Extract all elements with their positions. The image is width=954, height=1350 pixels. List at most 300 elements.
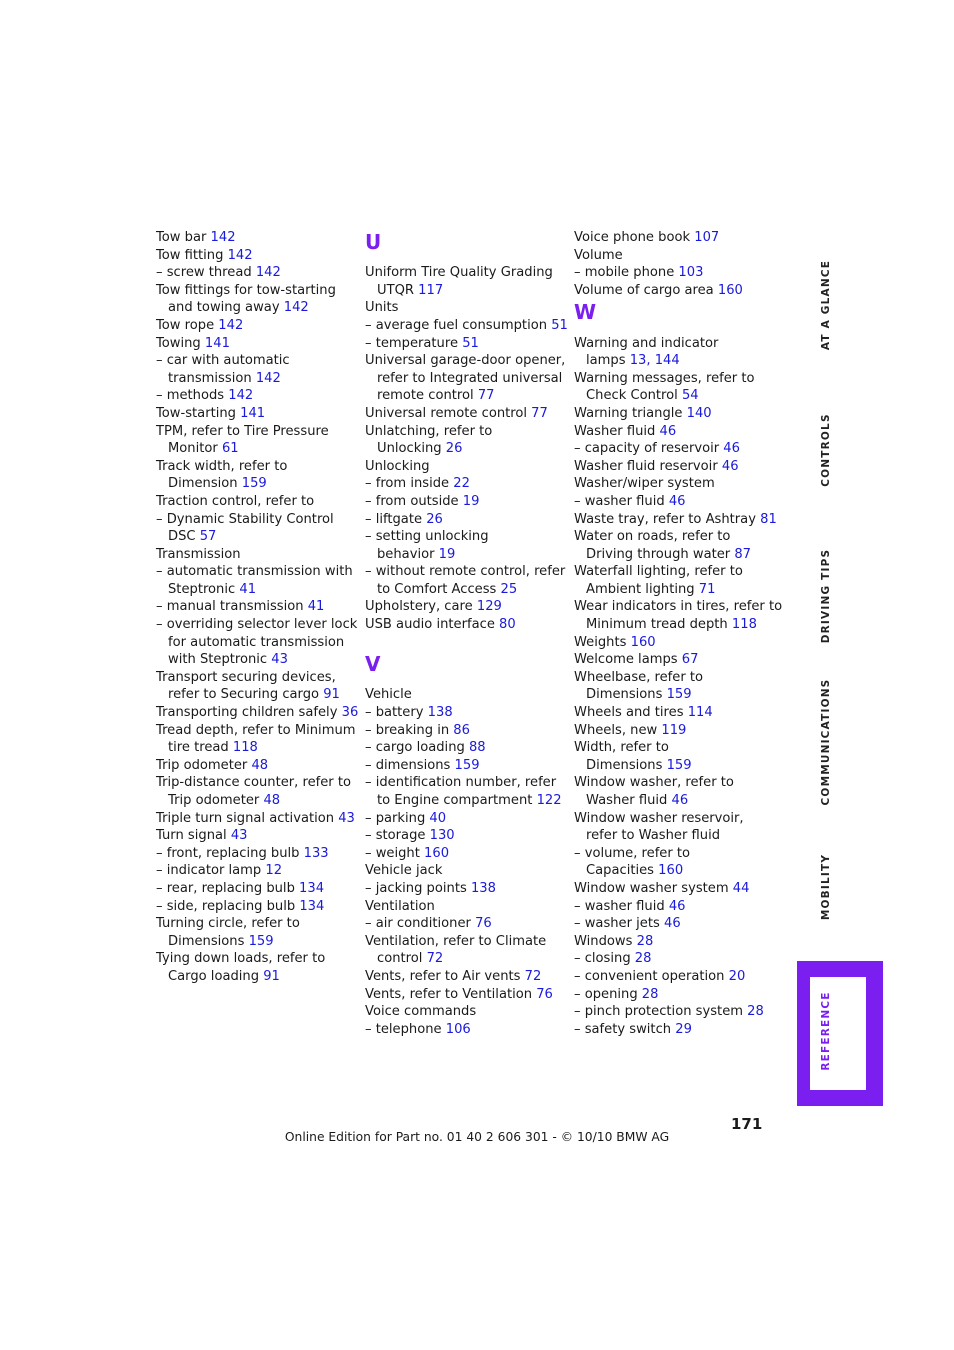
page-reference-link[interactable]: 141 [204,335,230,351]
page-reference-link[interactable]: 91 [263,968,280,984]
index-entry [156,229,356,247]
index-entry-text: Uniform Tire Quality Grading [365,265,553,281]
index-entry-text: – parking [365,810,430,826]
page-reference-link[interactable]: 159 [248,933,274,949]
index-entry-continuation [156,686,356,704]
index-entry [156,774,356,792]
page-reference-link[interactable]: 43 [338,810,355,826]
tab-reference-inner [810,977,866,1090]
index-entry [574,282,774,300]
page-reference-link[interactable]: 36 [341,705,359,721]
page-reference-link[interactable]: 77 [531,405,548,421]
index-entry-text: remote control [377,388,478,404]
page-reference-link[interactable]: 48 [251,757,269,773]
index-entry-text: – telephone [365,1021,446,1037]
page-reference-link[interactable]: 160 [630,634,656,650]
index-entry [365,423,565,441]
index-entry [574,774,774,792]
index-entry-text: Wheels, new [574,722,662,738]
index-entry [574,528,774,546]
index-entry-text: refer to Securing cargo [168,687,324,703]
index-entry-continuation [365,792,565,810]
index-entry [574,440,774,458]
index-entry-continuation [156,634,356,652]
index-entry [574,511,777,529]
index-entry [574,1003,774,1021]
page-reference-link[interactable]: 122 [536,793,562,808]
index-entry [156,423,356,441]
page-reference-link[interactable]: 159 [666,757,692,773]
index-entry-continuation [574,827,774,845]
page-reference-link[interactable]: 76 [475,916,492,932]
index-entry-text: Track width, refer to [156,458,288,474]
index-entry-text: Windows [574,933,637,949]
index-entry-text: Welcome lamps [574,652,682,668]
page-reference-link[interactable]: 28 [634,951,652,967]
index-entry-text: Trip odometer [156,757,252,773]
index-entry [574,704,774,722]
index-entry-text: Ventilation, refer to Climate [365,933,547,949]
index-entry-text: – cargo loading [365,740,469,756]
index-entry [365,458,565,476]
index-entry [156,950,356,968]
index-entry [156,810,356,828]
index-entry-text: Wear indicators in tires, refer to [574,599,783,615]
index-entry-text: – weight [365,845,425,861]
page-reference-link[interactable]: 142 [218,317,244,333]
index-entry [365,739,565,757]
page-reference-link[interactable]: 12 [265,863,283,879]
page-reference-link[interactable]: 26 [426,511,443,527]
index-entry-text: – washer fluid [574,493,669,509]
page-reference-link[interactable]: 117 [418,282,444,298]
index-entry-text: Minimum tread depth [586,617,732,633]
page-reference-link[interactable]: 46 [723,441,740,457]
index-entry [365,511,565,529]
index-entry-text: Window washer reservoir, [574,810,744,826]
page-reference-link[interactable]: 140 [686,405,712,421]
index-entry [156,282,356,300]
index-entry-text: – indicator lamp [156,863,266,879]
page-reference-link[interactable]: 43 [230,828,248,844]
index-entry-text: behavior [377,546,439,562]
page-reference-link[interactable]: 142 [228,388,254,404]
index-entry-text: – car with automatic [156,353,290,369]
page-reference-link[interactable]: 44 [732,880,750,896]
index-entry-text: – safety switch [574,1021,676,1037]
index-entry [574,986,774,1004]
page-reference-link[interactable]: 76 [536,986,553,1002]
index-entry [156,546,356,564]
index-entry-continuation [365,950,565,968]
index-entry [365,264,565,282]
index-entry-text: Washer fluid [586,793,672,808]
index-column-2 [365,229,568,1038]
index-entry-text: Vents, refer to Ventilation [365,986,537,1002]
index-entry-text: USB audio interface [365,617,500,633]
index-entry [574,1021,774,1039]
index-entry-text: – jacking points [365,880,471,896]
index-entry [574,475,774,493]
index-entry-text: Dimensions [586,757,667,773]
index-entry-text: – setting unlocking [365,529,489,545]
page-reference-link[interactable]: 46 [659,423,677,439]
page-reference-link[interactable]: 87 [734,546,752,562]
index-entry [574,810,774,828]
page-reference-link[interactable]: 119 [661,722,687,738]
index-entry-text: Ventilation [365,898,435,914]
page-reference-link[interactable]: 142 [283,300,309,316]
page-reference-link[interactable]: 71 [698,581,716,597]
index-entry [365,528,565,546]
index-entry-text: – from inside [365,476,454,492]
index-entry-text: Unlatching, refer to [365,423,493,439]
index-entry-text: Vehicle jack [365,863,443,879]
index-entry-text: Washer/wiper system [574,476,715,492]
index-column-3 [574,229,783,1038]
index-entry [365,335,565,353]
index-entry-continuation [574,546,774,564]
index-entry [156,352,356,370]
page-reference-link[interactable]: 20 [728,968,746,984]
index-entry-text: Tying down loads, refer to [156,951,326,967]
page-reference-link[interactable]: 138 [427,705,453,721]
page-reference-link[interactable]: 41 [239,581,257,597]
index-entry [365,563,565,581]
page-reference-link[interactable]: 61 [221,441,239,457]
index-entry [574,915,774,933]
index-entry-continuation [365,581,565,599]
index-entry-text: Units [365,300,399,316]
page-reference-link[interactable]: 41 [307,599,325,615]
index-entry [574,493,774,511]
page-reference-link[interactable]: 51 [462,335,479,351]
index-entry [156,704,359,722]
index-entry-text: Tow bar [156,230,211,245]
index-entry-text: Warning and indicator [574,335,719,351]
page-reference-link[interactable]: 57 [199,529,217,545]
index-entry-text: – battery [365,705,428,721]
index-entry-text: refer to Integrated universal [377,370,563,386]
index-entry-text: – overriding selector lever lock [156,617,358,633]
index-entry-text: Transmission [156,546,241,562]
page-reference-link[interactable]: 28 [636,933,654,949]
page-reference-link[interactable]: 88 [468,740,486,756]
page-reference-link[interactable]: 159 [241,476,267,492]
index-entry [156,827,356,845]
tab-communications[interactable]: COMMUNICATIONS [820,678,832,806]
index-entry [365,493,565,511]
index-entry-continuation [574,686,774,704]
index-entry [365,598,565,616]
index-entry [156,845,356,863]
page-reference-link[interactable]: 114 [687,705,713,721]
page-reference-link[interactable]: 142 [255,370,281,386]
page-reference-link[interactable]: 13, 144 [629,353,680,369]
index-entry-text: Turning circle, refer to [156,916,300,932]
index-entry-continuation [156,299,356,317]
index-entry-text: Window washer system [574,880,733,896]
index-entry [365,686,565,704]
page-reference-link[interactable]: 159 [666,687,692,703]
page-reference-link[interactable]: 138 [470,880,496,896]
index-entry-text: Towing [156,335,205,351]
section-letter-heading: U [365,230,382,254]
index-entry [574,634,774,652]
index-entry-continuation [156,370,356,388]
index-entry-text: Washer fluid reservoir [574,458,722,474]
page-reference-link[interactable]: 142 [255,265,281,281]
index-entry-text: Vehicle [365,687,412,703]
index-entry-text: – without remote control, refer [365,564,566,580]
page-reference-link[interactable]: 72 [426,951,444,967]
index-entry [156,898,356,916]
page-reference-link[interactable]: 46 [721,458,739,474]
page-reference-link[interactable]: 51 [551,317,568,333]
page-reference-link[interactable]: 25 [500,581,518,597]
page-reference-link[interactable]: 106 [445,1021,471,1037]
index-entry [574,423,774,441]
index-entry-text: – opening [574,986,642,1002]
page-reference-link[interactable]: 81 [760,511,777,527]
index-entry-continuation [156,528,356,546]
index-entry-text: TPM, refer to Tire Pressure [156,423,329,439]
page-reference-link[interactable]: 54 [681,388,699,404]
page-reference-link[interactable]: 46 [668,493,686,509]
index-entry-text: Tow rope [156,317,219,333]
index-entry-text: – average fuel consumption [365,317,552,333]
index-entry-continuation [365,387,565,405]
index-entry [156,511,356,529]
index-entry-text: Universal garage-door opener, [365,353,566,369]
page-reference-link[interactable]: 29 [675,1021,692,1037]
index-entry [156,335,356,353]
index-entry-continuation [365,546,565,564]
index-entry-text: – air conditioner [365,916,476,932]
index-entry [574,739,774,757]
index-entry-text: Voice commands [365,1004,477,1020]
index-entry-text: – volume, refer to [574,845,691,861]
index-entry [365,299,565,317]
index-entry-continuation [365,370,565,388]
page-reference-link[interactable]: 133 [303,845,329,861]
page-reference-link[interactable]: 43 [271,652,288,668]
page-reference-link[interactable]: 40 [429,810,447,826]
index-entry [365,915,565,933]
index-entry [365,352,565,370]
tab-at-a-glance[interactable]: AT A GLANCE [820,259,832,351]
index-entry [156,757,356,775]
index-entry-text: – pinch protection system [574,1004,748,1020]
page-reference-link[interactable]: 72 [524,968,542,984]
page-reference-link[interactable]: 48 [263,793,281,808]
page-reference-link[interactable]: 19 [462,493,480,509]
index-entry [574,458,774,476]
index-entry-text: to Comfort Access [377,581,501,597]
index-entry-text: Dimensions [586,687,667,703]
index-entry-text: – Dynamic Stability Control [156,511,334,527]
page-reference-link[interactable]: 28 [747,1004,764,1020]
index-entry-text: UTQR [377,282,419,298]
page-reference-link[interactable]: 134 [299,898,325,914]
tab-reference[interactable]: REFERENCE [820,991,832,1071]
page-reference-link[interactable]: 118 [232,740,258,756]
index-entry-text: Window washer, refer to [574,775,734,791]
index-entry [156,880,356,898]
index-entry-text: Volume of cargo area [574,282,718,298]
index-entry-text: Capacities [586,863,659,879]
index-entry-continuation [574,757,774,775]
index-entry-text: Tow fitting [156,247,228,263]
page-reference-link[interactable]: 160 [658,863,684,879]
index-entry-text: refer to Washer fluid [586,828,721,844]
page-reference-link[interactable]: 46 [668,898,686,914]
section-gap [365,634,565,652]
section-letter-heading: V [365,652,381,677]
page-reference-link[interactable]: 91 [323,687,340,703]
index-entry [156,317,356,335]
index-entry-text: Volume [574,247,623,263]
index-entry [574,264,774,282]
index-entry-text: Unlocking [377,441,446,457]
index-entry [365,845,565,863]
page-reference-link[interactable]: 134 [299,880,325,896]
index-entry [156,247,356,265]
index-entry [574,229,774,247]
page-reference-link[interactable]: 86 [453,722,470,738]
index-entry-text: Dimensions [168,933,249,949]
section-letter-heading: W [574,300,597,325]
index-entry-text: transmission [168,370,256,386]
page-reference-link[interactable]: 22 [453,476,470,492]
page-reference-link[interactable]: 142 [210,230,236,245]
index-entry [365,1003,565,1021]
index-entry-text: Washer fluid [574,423,660,439]
page-reference-link[interactable]: 80 [499,617,516,633]
index-entry-text: Tread depth, refer to Minimum [156,722,356,738]
index-entry [574,950,774,968]
page-reference-link[interactable]: 160 [424,845,450,861]
index-entry-text: – breaking in [365,722,454,738]
index-entry-continuation [574,581,774,599]
index-entry [156,387,356,405]
page-reference-link[interactable]: 159 [454,757,480,773]
index-entry [574,898,774,916]
page-reference-link[interactable]: 19 [438,546,456,562]
tab-mobility[interactable]: MOBILITY [820,853,832,921]
index-entry [574,651,774,669]
index-entry [156,405,356,423]
index-entry-text: DSC [168,529,200,545]
index-entry [574,370,774,388]
index-entry-text: – manual transmission [156,599,308,615]
page-reference-link[interactable]: 129 [476,599,502,615]
index-entry-text: – convenient operation [574,968,729,984]
page-reference-link[interactable]: 77 [477,388,495,404]
page-reference-link[interactable]: 107 [694,230,720,245]
index-entry-continuation [156,968,356,986]
index-entry [574,405,774,423]
tab-controls[interactable]: CONTROLS [820,413,832,487]
index-entry-text: Tow-starting [156,405,241,421]
index-entry-continuation [156,651,356,669]
index-entry [156,862,356,880]
index-entry-text: Universal remote control [365,405,532,421]
index-entry-continuation [574,616,774,634]
index-entry-text: Trip odometer [168,793,264,808]
page-reference-link[interactable]: 103 [678,265,704,281]
index-entry [156,669,356,687]
index-entry-text: – dimensions [365,757,455,773]
index-entry-text: – front, replacing bulb [156,845,304,861]
index-entry-text: – washer jets [574,916,664,932]
index-entry [365,774,565,792]
page-reference-link[interactable]: 142 [227,247,253,263]
page-reference-link[interactable]: 67 [681,652,699,668]
index-entry-text: Transporting children safely [156,705,342,721]
index-entry-continuation [156,440,356,458]
page-reference-link[interactable]: 118 [731,617,757,633]
index-entry [156,722,356,740]
index-entry [365,405,565,423]
page-reference-link[interactable]: 46 [671,793,689,808]
index-entry [156,458,356,476]
page-reference-link[interactable]: 141 [240,405,266,421]
index-entry-continuation [156,475,356,493]
tab-reference-box[interactable] [797,961,883,1106]
tab-driving-tips[interactable]: DRIVING TIPS [820,548,832,644]
index-entry-text: Steptronic [168,581,240,597]
index-entry [574,335,774,353]
index-entry-text: Wheels and tires [574,705,688,721]
index-entry-text: Trip-distance counter, refer to [156,775,351,791]
index-entry-text: lamps [586,353,630,369]
index-entry-text: – capacity of reservoir [574,441,724,457]
index-entry-text: Vents, refer to Air vents [365,968,525,984]
index-entry [156,616,356,634]
index-entry [574,563,774,581]
index-entry [365,1021,565,1039]
index-entry-continuation [156,933,356,951]
index-entry [574,669,774,687]
index-entry-text: Width, refer to [574,740,669,756]
index-entry-text: Weights [574,634,631,650]
index-entry-text: – storage [365,828,430,844]
index-entry-text: Ambient lighting [586,581,699,597]
index-entry-text: – liftgate [365,511,427,527]
index-entry-text: – washer fluid [574,898,669,914]
index-entry-text: – identification number, refer [365,775,557,791]
index-entry [365,722,565,740]
index-entry [365,810,565,828]
index-entry-text: Dimension [168,476,242,492]
index-entry-text: – automatic transmission with [156,564,353,580]
index-entry-text: Voice phone book [574,230,695,245]
page-reference-link[interactable]: 28 [641,986,659,1002]
index-entry [574,247,774,265]
index-entry-text: with Steptronic [168,652,272,668]
index-entry-continuation [574,352,774,370]
index-entry-text: Unlocking [365,458,430,474]
page-reference-link[interactable]: 46 [663,916,681,932]
index-entry [365,616,565,634]
index-entry-text: Warning triangle [574,405,687,421]
index-entry [365,862,565,880]
page-reference-link[interactable]: 130 [429,828,455,844]
page-reference-link[interactable]: 26 [445,441,463,457]
index-entry-text: tire tread [168,740,233,756]
page-reference-link[interactable]: 160 [717,282,743,298]
